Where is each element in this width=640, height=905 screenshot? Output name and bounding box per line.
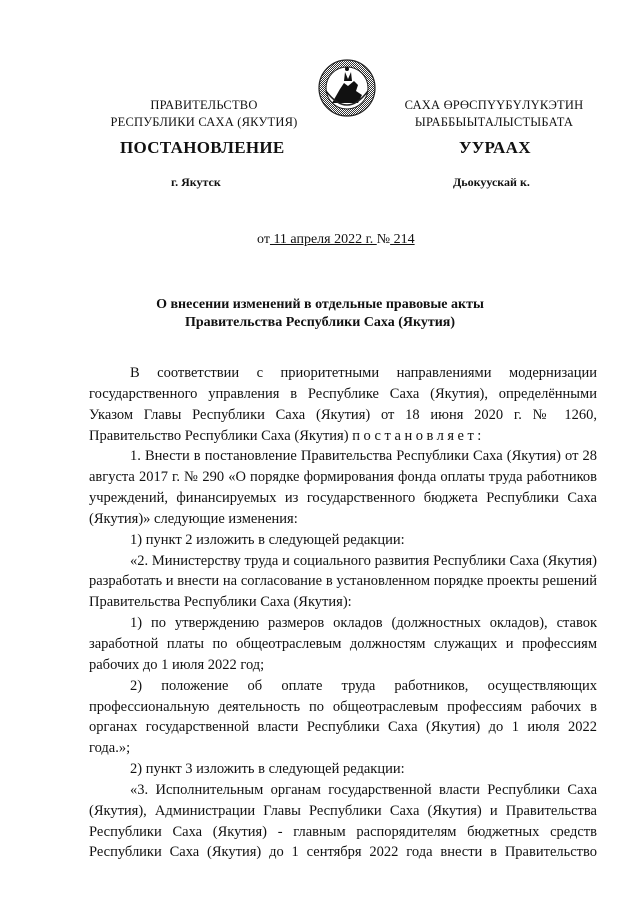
body-paragraph-6: 2) пункт 3 изложить в следующей редакции: [130, 761, 405, 778]
decree-number: 214 [390, 232, 415, 247]
government-name-ru [104, 97, 304, 131]
decree-body [89, 363, 597, 863]
government-name-ru-line1: ПРАВИТЕЛЬСТВО [150, 98, 258, 112]
government-name-sakha [394, 97, 594, 131]
body-paragraph-1: 1. Внести в постановление Правительства Республики Саха (Якутия) от 28 августа 2017 г. № 290 «О порядке формирования фонда оплаты труда работников учреждений, финансируемых из государственного бюджета Республики Саха (Якутия)» следующие изменения: [89, 448, 597, 527]
decree-subject-line2: Правительства Республики Саха (Якутия) [184, 315, 456, 330]
body-paragraph-2: 1) пункт 2 изложить в следующей редакции: [130, 531, 405, 548]
coat-of-arms-icon [318, 59, 376, 117]
preamble-paragraph [89, 363, 597, 446]
preamble-resolves: постановляет: [352, 427, 485, 444]
number-label: № [376, 232, 391, 247]
city-sakha: Дьокуускай к. [453, 175, 530, 189]
government-name-sakha-line2: ЫРАББЫЫТАЛЫСТЫБАТА [414, 115, 574, 129]
decree-subject-line1: О внесении изменений в отдельные правовые акты [156, 297, 484, 312]
document-type-sakha: УУРААХ [459, 138, 531, 157]
decree-date: 11 апреля 2022 г. [269, 232, 377, 247]
coat-of-arms-emblem [318, 59, 376, 117]
body-paragraph-4: 1) по утверждению размеров окладов (должностных окладов), ставок заработной платы по общеотраслевым должностям служащих и профессиям рабочих до 1 июля 2022 год; [89, 615, 597, 673]
decree-date-number [257, 232, 415, 248]
preamble-text: В соответствии с приоритетными направлениями модернизации государственного управления в Республике Саха (Якутия), определёнными Указом Главы Республики Саха (Якутия) от 18 июня 2020 г. № 1260, Правительство Республики Саха (Якутия) [89, 365, 597, 444]
body-paragraph-3: «2. Министерству труда и социального развития Республики Саха (Якутия) разработать и внести на согласование в установленном порядке проекты решений Правительства Республики Саха (Якутия): [89, 552, 597, 611]
body-paragraph-7: «3. Исполнительным органам государственной власти Республики Саха (Якутия), Администрации Главы Республики Саха (Якутия) и Правительства Республики Саха (Якутия) - главным распорядителям бюджетных средств Республики Саха (Якутия) до 1 сентября 2022 года внести в Правительство [89, 781, 597, 861]
document-type-ru: ПОСТАНОВЛЕНИЕ [120, 138, 285, 157]
decree-subject [100, 296, 540, 332]
body-paragraph-5: 2) положение об оплате труда работников, осуществляющих профессиональную деятельность по общеотраслевым профессиям рабочих в органах государственной власти Республики Саха (Якутия) до 1 июля 2022 года.»; [89, 677, 597, 757]
city-ru: г. Якутск [171, 175, 221, 189]
government-name-sakha-line1: САХА ӨРӨСПҮҮБҮЛҮКЭТИН [404, 98, 584, 112]
government-name-ru-line2: РЕСПУБЛИКИ САХА (ЯКУТИЯ) [110, 115, 298, 129]
date-prefix: от [257, 232, 270, 247]
